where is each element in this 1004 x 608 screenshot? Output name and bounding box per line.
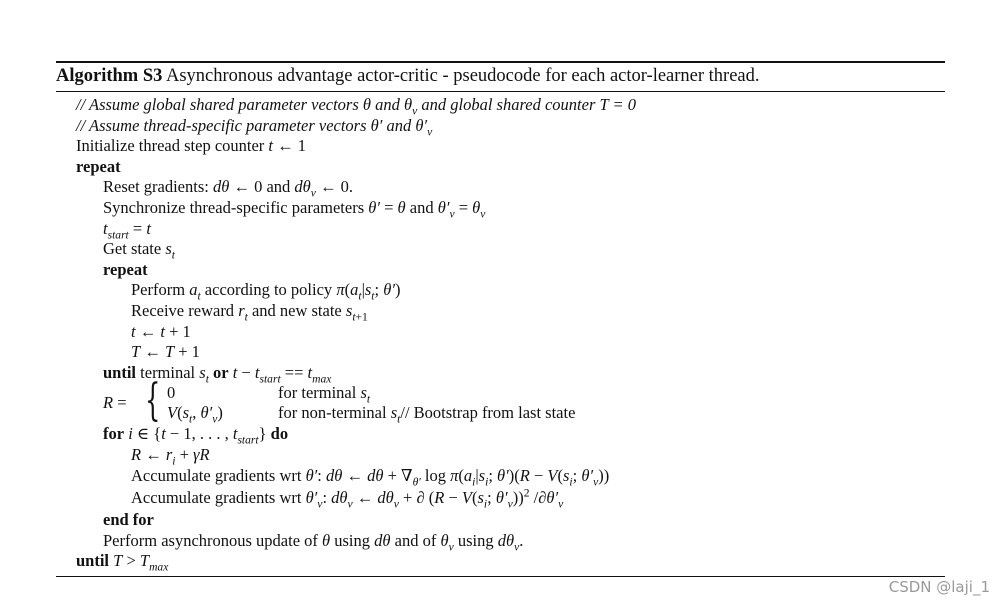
case1-value: 0 (167, 383, 176, 403)
getstate-line: Get state $s_t$ (103, 239, 175, 262)
receive-line: Receive reward $r_t$ and new state $s_{t+1}$ (131, 300, 368, 324)
text-source (210, 445, 211, 446)
text-source (175, 239, 176, 240)
text-source (331, 363, 332, 364)
for-line: for i ∈ {t − 1, . . . , $t_{start}$} do (103, 424, 289, 447)
text-source (400, 280, 401, 281)
async-update-line: Perform asynchronous update of θ using dθ and of $\theta_v$ using $d\theta_v$. (103, 530, 524, 553)
text-source (168, 551, 169, 552)
algorithm-label: Algorithm S3 (56, 66, 163, 86)
comment-line-1 (56, 95, 945, 116)
text-source (191, 322, 192, 323)
comment-line-2 (56, 116, 945, 137)
c2-sub: v (427, 125, 433, 138)
init-line: Initialize thread step counter t ← 1 (76, 136, 307, 156)
text-source (306, 136, 307, 137)
text-source (563, 486, 564, 487)
endfor-keyword: end for (103, 510, 154, 530)
text-source (485, 198, 486, 199)
cases-brace: { (145, 375, 161, 427)
c1-b: and global shared counter T = 0 (417, 95, 637, 114)
c1-sub: v (412, 105, 418, 118)
until-outer-line: until $T > T_{max}$ (76, 551, 169, 574)
bottom-rule (56, 576, 945, 577)
repeat-keyword-inner: repeat (103, 259, 148, 279)
return-cases (56, 375, 945, 427)
tstart-line: $t_{start} = t$ (103, 218, 151, 241)
until-inner-line: until terminal $s_t$ or $t - t_{start} == t_{max}$ (103, 362, 332, 386)
repeat-keyword: repeat (76, 156, 121, 176)
c2-a: // Assume thread-specific parameter vectors θ′ and θ′ (76, 115, 428, 135)
t-increment-line: t ← t + 1 (131, 321, 191, 341)
cases-lhs: R = (103, 393, 127, 413)
text-source (368, 301, 369, 302)
case2-condition: for non-terminal $s_t//$ Bootstrap from last state (278, 403, 576, 426)
R-update-line: R ← $r_i + \gamma R$ (131, 444, 210, 468)
c1-a: // Assume global shared parameter vectors θ and θ (76, 95, 413, 114)
algorithm-body (56, 92, 945, 576)
perform-line: Perform $a_t$ according to policy $\pi(a_t|s_t$; θ′) (131, 280, 401, 303)
algorithm-caption (56, 63, 945, 91)
case1-condition: for terminal $s_t$ (278, 383, 371, 406)
accumulate-policy-line: Accumulate gradients wrt θ′: dθ ← $d\theta + \nabla_{\theta'}$ $\log \pi(a_i|s_i$; $\theta')(R - V(s_i$; $\theta'_v$)) (131, 465, 610, 488)
sync-line: Synchronize thread-specific parameters θ′ = θ and $\theta'_v = \theta_v$ (103, 197, 486, 221)
accumulate-value-line: Accumulate gradients wrt $\theta'_v$: $d\theta_v$ ← $d\theta_v$ + ∂ ($R - V(s_i$; $\theta'_v))^2$ $/\partial\theta'_v$ (131, 487, 564, 511)
text-source (223, 403, 224, 404)
text-source (288, 424, 289, 425)
text-source (200, 342, 201, 343)
text-source (151, 219, 152, 220)
text-source (523, 531, 524, 532)
algorithm-title: Asynchronous advantage actor-critic - pseudocode for each actor-learner thread. (165, 66, 760, 86)
T-increment-line: T ← T + 1 (131, 342, 200, 362)
watermark: CSDN @laji_1 (888, 578, 990, 596)
algorithm-box (56, 61, 945, 577)
text-source (609, 466, 610, 467)
text-source (353, 177, 354, 178)
text-source (575, 403, 576, 404)
case2-value: $V(s_t$, $\theta'_v$) (167, 403, 223, 426)
reset-line: Reset gradients: dθ ← 0 and $d\theta_v$ ← 0. (103, 177, 354, 200)
text-source (370, 383, 371, 384)
